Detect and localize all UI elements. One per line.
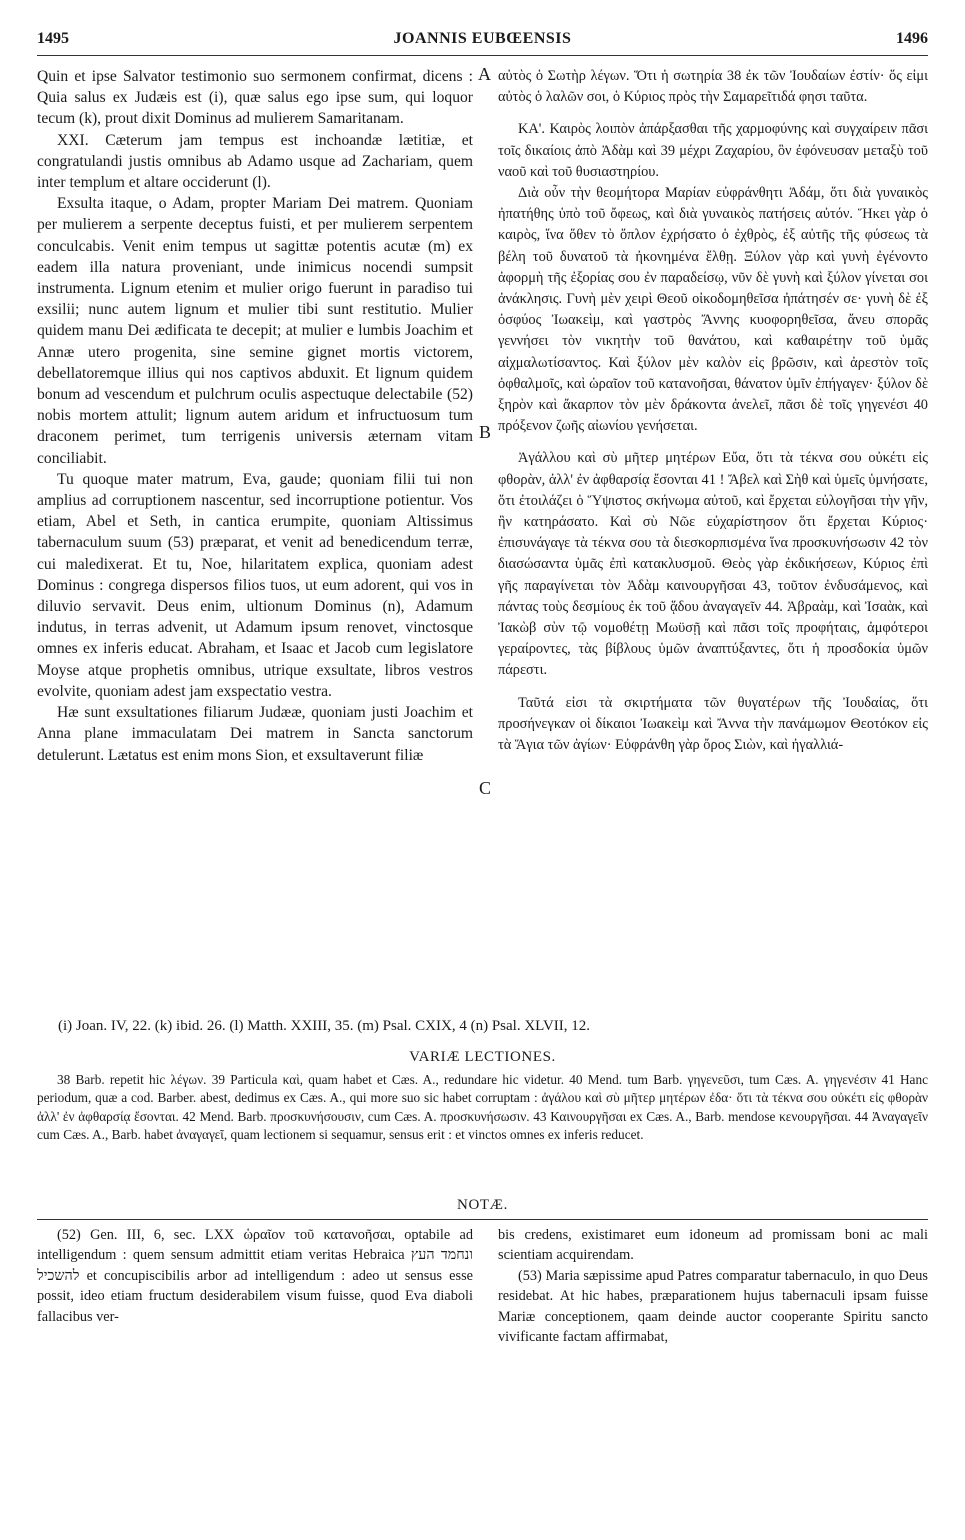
- greek-paragraph-1: αὐτὸς ὁ Σωτὴρ λέγων. Ὅτι ἡ σωτηρία 38 ἐκ τῶν Ἰουδαίων ἐστίν· ὅς εἰμι αὐτὸς ὁ λαλῶν σοι, ὁ Κύριος πρὸς τὴν Σαμαρεῖτιδά φησι ταῦτα.: [498, 68, 928, 106]
- latin-column: [37, 66, 473, 766]
- page-number-right: 1496: [896, 30, 928, 47]
- margin-mark-c: C: [479, 778, 492, 798]
- greek-column: [498, 66, 928, 756]
- variae-lectiones-heading: VARIÆ LECTIONES.: [409, 1049, 556, 1065]
- note-52-continuation: bis credens, existimaret eum idoneum ad promissam boni ac mali scientiam acquirendam.: [498, 1227, 928, 1264]
- running-title: JOANNIS EUBŒENSIS: [393, 30, 572, 47]
- latin-paragraph-4: Tu quoque mater matrum, Eva, gaude; quoniam filii tui non amplius ad corruptionem nascentur, sed incorruptione potientur. Vos etiam, Abel et Seth, in cantica erumpite, quoniam Altissimus tabernaculum suum (53) præparat, et venit ad benedicendum terræ, cui maledixerat. Et tu, Noe, hilaritatem explica, quoniam adest Dominus : congrega dispersos filios tuos, ut eum adorent, qui vos in diluvio servavit. Deus enim, ultionum Dominus (n), Adamum indutus, in terras advenit, ut Adamum ipsum renovet, vinctosque omnes ex inferis educat. Abraham, et Isaac et Jacob cum legislatore Moyse atque prophetis omnibus, utrique exsultate, libros vestros evolvite, quoniam adest jam exspectatio vestra.: [37, 470, 473, 700]
- variae-lectiones-text: [37, 1071, 928, 1145]
- greek-paragraph-4: Ἀγάλλου καὶ σὺ μῆτερ μητέρων Εὔα, ὅτι τὰ τέκνα σου οὐκέτι εἰς φθορὰν, ἀλλ' ἐν ἀφθαρσίᾳ ἔσονται 41 ! Ἄβελ καὶ Σὴθ καὶ ὑμεῖς ὑμνήσατε, ὅτι ἐτοιλάζει ὁ Ὕψιστος σκήνωμα αὐτοῦ, καὶ ἔρχεται εὐλογῆσαι τὴν γῆν, ἣν κατηράσατο. Καὶ σὺ Νῶε εὐχαρίστησον ὅτι ἔρχεται Κύριος· ἐπισυνάγαγε τὰ τέκνα σου τὰ διεσκορπισμένα ἵνα προσκυνήσωσιν 42 τὸν διασώσαντα ὑμᾶς ἐπὶ κατακλυσμοῦ. Θεὸς γὰρ ἐκδικήσεων, Κύριος ἐπὶ γῆς παραγίνεται τὸν Ἀδὰμ καινουργῆσαι 43, τοῦτον ἐνδυσάμενος, καὶ πάντας τοὺς δεσμίους ἐκ τοῦ ᾅδου ἀναγαγεῖν 44. Ἀβραὰμ, καὶ Ἰσαὰκ, καὶ Ἰακὼβ σὺν τῷ νομοθέτῃ Μωϋσῇ καὶ πᾶσι τοῖς προφήταις, ἀμφότεροι γεραίροντες, τὰς βίβλους ὑμῶν ἀναπτύξαντες, ὅτι ἡ προσδοκία ὑμῶν πάρεστι.: [498, 450, 928, 679]
- note-52: [37, 1225, 473, 1327]
- greek-paragraph-2: ΚΑ'. Καιρὸς λοιπὸν ἀπάρξασθαι τῆς χαρμοφύνης καὶ συγχαίρειν πᾶσι τοῖς δικαίοις ἀπὸ Ἀδὰμ καὶ 39 μέχρι Ζαχαρίου, ὃν ἐφόνευσαν μεταξὺ τοῦ ναοῦ καὶ τοῦ θυσιαστηρίου.: [498, 121, 928, 180]
- page-number-left: 1495: [37, 30, 69, 47]
- latin-paragraph-5: Hæ sunt exsultationes filiarum Judææ, quoniam justi Joachim et Anna plane immaculatam Dei matrem in Sancta sanctorum detulerunt. Lætatus est enim mons Sion, et exsultaverunt filiæ: [37, 704, 473, 764]
- header-rule: [37, 55, 928, 56]
- latin-paragraph-3: Exsulta itaque, o Adam, propter Mariam Dei matrem. Quoniam per mulierem a serpente deceptus fuisti, et per mulierem serpentem conculcabis. Venit enim tempus ut sagittæ potentis acutæ (m) ex eadem illa natura proveniant, unde inimicus nocendi sumpsit instrumenta. Lignum etenim et mulier origo fuerunt in paradiso tui exsilii; nunc autem lignum et mulier tibi sunt restitutio. Mulier quidem manu Dei ædificata te decepit; at mulier e lumbis Joachim et Annæ utero progenita, sine semine gignet mortis victorem, debellatoremque illius qui nos captivos abduxit. Et lignum quidem bonum ad vescendum et pulchrum oculis aspectuque delectabile (52) nobis mortem attulit; lignum autem aridum et infructuosum tum draconem perimet, tum terrigenis universis æternam vitam conciliabit.: [37, 195, 473, 467]
- latin-paragraph-2: XXI. Cæterum jam tempus est inchoandæ lætitiæ, et congratulandi justis omnibus ab Adamo usque ad Zachariam, quem inter templum et altare occiderunt (l).: [37, 131, 473, 192]
- margin-mark-a: A: [478, 64, 491, 84]
- greek-paragraph-5: Ταῦτά εἰσι τὰ σκιρτήματα τῶν θυγατέρων τῆς Ἰουδαίας, ὅτι προσήνεγκαν οἱ δίκαιοι Ἰωακεὶμ καὶ Ἄννα τὴν πανάμωμον Θεοτόκον εἰς τὰ Ἅγια τῶν ἁγίων· Εὐφράνθη γὰρ ὄρος Σιὼν, καὶ ἠγαλλιά-: [498, 694, 928, 754]
- note-53-text: (53) Maria sæpissime apud Patres comparatur tabernaculo, in quo Deus residebat. At hic habes, præparationem hujus tabernaculi ipsam fuisse Mariæ conceptionem, qaam deinde auctor cooperante Spiritu sancto vivificante factam affirmabat,: [498, 1267, 928, 1346]
- note-52-text: (52) Gen. III, 6, sec. LXX ὡραῖον τοῦ κατανοῆσαι, optabile ad intelligendum : quem sensum admittit etiam veritas Hebraica ונחמד העץ להשכיל et concupiscibilis arbor ad intelligendum : adeo ut sensus esse possit, ideo etiam fructum desiderabilem visum fuisse, quod Eva diaboli fallacibus ver-: [37, 1227, 473, 1325]
- notae-rule: [37, 1219, 928, 1220]
- variae-lectiones-paragraph: 38 Barb. repetit hic λέγων. 39 Particula καὶ, quam habet et Cæs. A., redundare hic videtur. 40 Mend. tum Barb. γηγενεῦσι, tum Cæs. A. γηγενέσιν 41 Hanc periodum, quæ a cod. Barber. abest, dedimus ex Cæs. A., qui more suo sic habet corruptam : ἀγάλου καὶ σὺ μῆτερ μητέρων ἐδα· ὅτι τὰ τέκνα σου οὐκέτι εἰς φθορὰν ἀλλ' ἐν ἀφθαρσίᾳ ἔσονται. 42 Mend. Barb. προσκυνήσουσιν, cum Cæs. A. προσκυνήσωσιν. 43 Καινουργῆσαι ex Cæs. A., Barb. mendose κενουργῆσαι. 44 Ἀναγαγεῖν cum Cæs. A., Barb. habet ἀναγαγεῖ, quam lectionem si sequamur, sensus erit : et vinctos omnes ex inferis reducet.: [37, 1072, 928, 1143]
- notes-right-column: [498, 1225, 928, 1347]
- latin-paragraph-1: Quin et ipse Salvator testimonio suo sermonem confirmat, dicens : Quia salus ex Judæis est (i), quæ salus ego ipse sum, qui loquor tecum (k), prout dixit Dominus ad mulierem Samaritanam.: [37, 68, 473, 128]
- greek-paragraph-3: Διὰ οὖν τὴν θεομήτορα Μαρίαν εὐφράνθητι Ἀδάμ, ὅτι διὰ γυναικὸς ἠπατήθης ὑπὸ τοῦ ὄφεως, καὶ διὰ γυναικὸς πατήσεις αὐτόν. Ἥκει γὰρ ὁ καιρὸς, ἵνα ὅθεν τὸ ὅπλον ἐχρήσατο ὁ ἐχθρὸς, ἐξ αὐτῆς τῆς φύσεως τὰ βέλη τοῦ δυνατοῦ τὰ ἠκονημένα ἔλθῃ. Ξύλον γὰρ καὶ γυνὴ ἐγένοντο ἀφορμὴ τῆς ἐξορίας σου ἐν παραδείσῳ, νῦν δὲ γυνὴ καὶ ξύλον γίνεται σοι ἀνάκλησις. Γυνὴ μὲν χειρὶ Θεοῦ οἰκοδομηθεῖσα ἠπάτησέν σε· γυνὴ δὲ ἐξ ὀσφύος Ἰωακεὶμ, καὶ γαστρὸς Ἄννης κυοφορηθεῖσα, ἄνευ σπορᾶς γεννήσει τὸν νικητὴν τοῦ θανάτου, καὶ καθαιρέτην τοῦ ὑμᾶς αἰχμαλωτίσαντος. Καὶ ξύλον μὲν καλὸν εἰς βρῶσιν, καὶ ἀρεστὸν τοῖς ὀφθαλμοῖς, καὶ ὡραῖον τοῦ κατανοῆσαι, θάνατον ὑμῖν ἐπήγαγεν· ξύλον δὲ ξηρὸν καὶ ἄκαρπον τὸν μὲν δράκοντα ἀνελεῖ, πᾶσι δὲ τοῖς γηγενέσι 40 πρόξενον ζωῆς αἰωνίου γενήσεται.: [498, 185, 928, 435]
- footnote-references: (i) Joan. IV, 22. (k) ibid. 26. (l) Matth. XXIII, 35. (m) Psal. CXIX, 4 (n) Psal. XLVII, 12.: [58, 1018, 591, 1034]
- margin-mark-b: B: [479, 422, 492, 442]
- notae-heading: NOTÆ.: [457, 1197, 508, 1213]
- page-header: [0, 30, 965, 56]
